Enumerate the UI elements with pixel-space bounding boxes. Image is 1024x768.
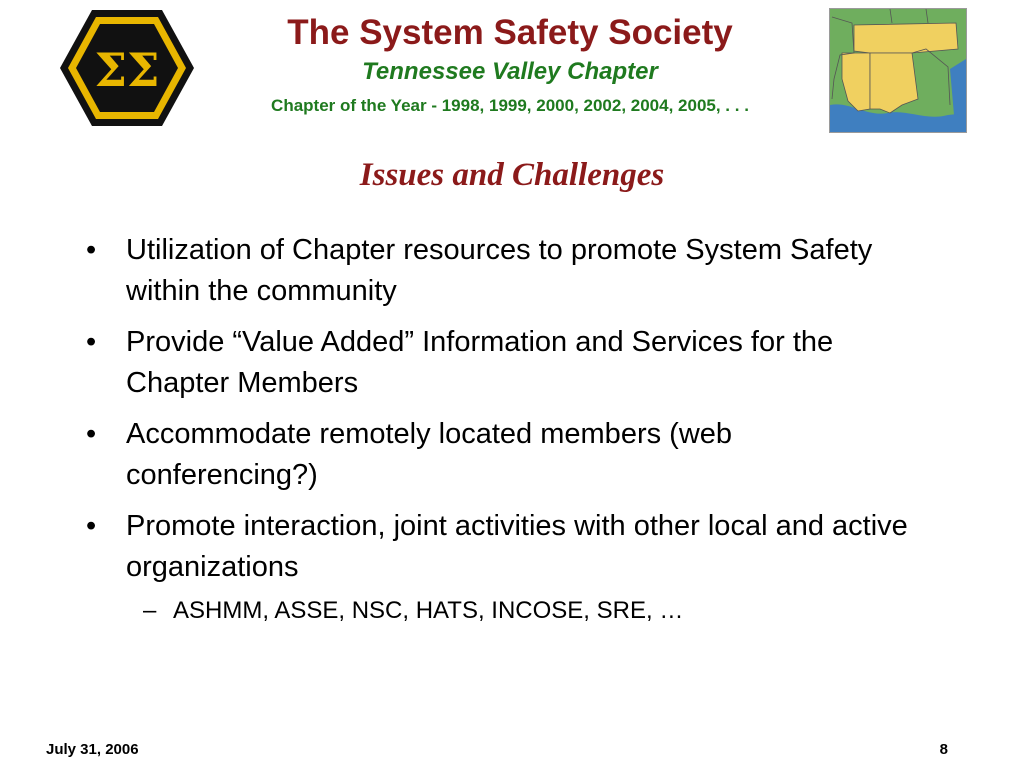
bullet-text: Provide “Value Added” Information and Services for the Chapter Members — [126, 326, 834, 399]
sub-bullet-list — [126, 594, 926, 628]
bullet-marker: • — [86, 326, 97, 358]
bullet-item — [86, 230, 926, 312]
page-number: 8 — [939, 741, 948, 758]
slide-title: Issues and Challenges — [359, 157, 665, 193]
bullet-text: Accommodate remotely located members (web conferencing?) — [126, 418, 733, 491]
organization-title: The System Safety Society — [287, 13, 733, 52]
bullet-marker: • — [86, 510, 97, 542]
bullet-text: Utilization of Chapter resources to promote System Safety within the community — [126, 234, 873, 307]
sub-bullet-marker: – — [143, 597, 157, 624]
bullet-text: Promote interaction, joint activities with other local and active organizations — [126, 510, 908, 583]
chapter-name: Tennessee Valley Chapter — [362, 58, 658, 85]
bullet-marker: • — [86, 418, 97, 450]
bullet-marker: • — [86, 234, 97, 266]
header — [170, 10, 850, 120]
bullet-item — [86, 322, 926, 404]
bullet-list — [86, 230, 926, 638]
footer-date: July 31, 2006 — [46, 741, 139, 758]
chapter-awards: Chapter of the Year - 1998, 1999, 2000, 2002, 2004, 2005, . . . — [271, 96, 749, 115]
bullet-item — [86, 414, 926, 496]
sub-bullet-item — [143, 594, 926, 628]
sub-bullet-text: ASHMM, ASSE, NSC, HATS, INCOSE, SRE, … — [173, 597, 684, 624]
bullet-item — [86, 506, 926, 628]
tennessee-valley-map — [829, 8, 967, 133]
logo-sigma-text: ΣΣ — [94, 43, 160, 97]
